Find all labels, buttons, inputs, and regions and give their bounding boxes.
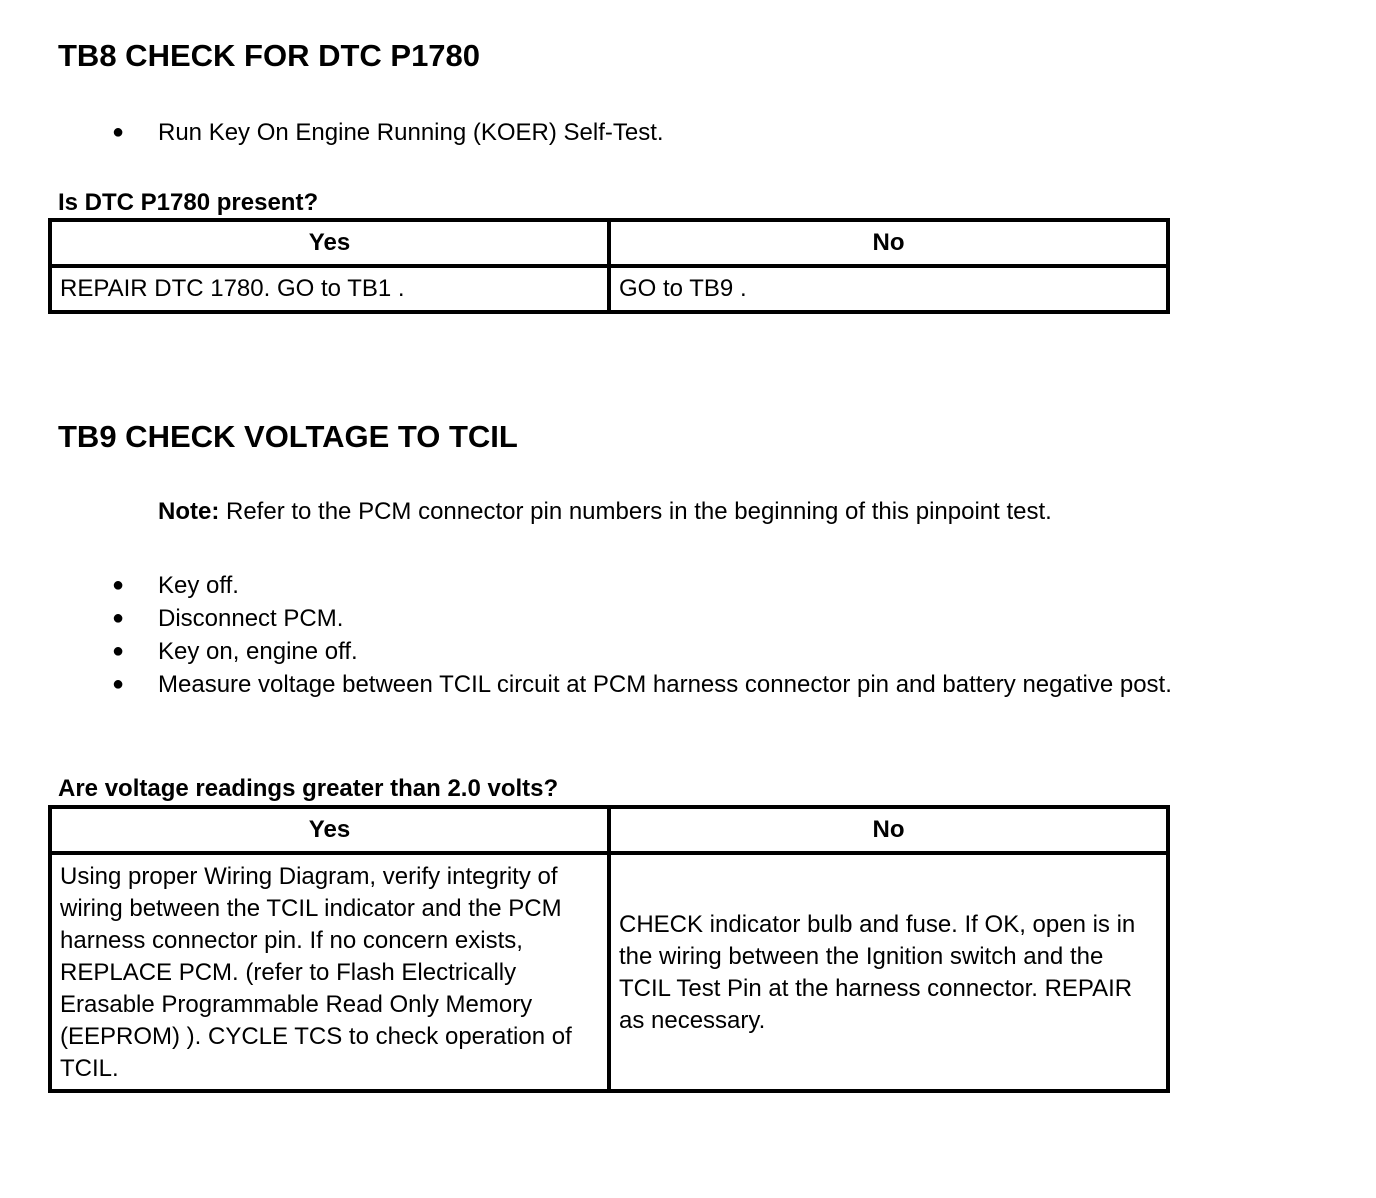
yes-action-cell: Using proper Wiring Diagram, verify integrity of wiring between the TCIL indicator and the PCM harness connector pin. If no concern exists, REPLACE PCM. (refer to Flash Electrically Erasable Programmable Read Only Memory (EEPROM) ). CYCLE TCS to check operation of TCIL. (50, 853, 609, 1091)
tb9-result-table (48, 805, 1170, 1093)
table-header-row (50, 220, 1168, 266)
tb8-result-table (48, 218, 1170, 314)
list-item (0, 602, 1198, 635)
table-row (50, 853, 1168, 1091)
yes-action-cell: REPAIR DTC 1780. GO to TB1 . (50, 266, 609, 312)
tb8-question: Is DTC P1780 present? (58, 189, 319, 216)
list-item (0, 668, 1198, 701)
list-item (0, 116, 1198, 149)
note-label: Note: (158, 498, 220, 525)
list-item (0, 569, 1198, 602)
yes-column-header: Yes (50, 220, 609, 266)
bullet-icon: ● (112, 607, 125, 629)
note-text: Refer to the PCM connector pin numbers in the beginning of this pinpoint test. (219, 498, 1052, 525)
yes-column-header: Yes (50, 807, 609, 853)
no-action-cell: CHECK indicator bulb and fuse. If OK, open is in the wiring between the Ignition switch and the TCIL Test Pin at the harness connector. REPAIR as necessary. (609, 853, 1168, 1091)
no-column-header: No (609, 220, 1168, 266)
bullet-icon: ● (112, 673, 125, 695)
table-header-row (50, 807, 1168, 853)
step-text: Run Key On Engine Running (KOER) Self-Test. (158, 119, 664, 146)
bullet-icon: ● (112, 574, 125, 596)
step-text: Measure voltage between TCIL circuit at PCM harness connector pin and battery negative post. (158, 671, 1172, 698)
bullet-icon: ● (112, 640, 125, 662)
no-action-cell: GO to TB9 . (609, 266, 1168, 312)
step-text: Disconnect PCM. (158, 605, 344, 632)
tb9-steps-list (0, 569, 1198, 701)
tb8-heading: TB8 CHECK FOR DTC P1780 (58, 38, 481, 73)
tb9-question: Are voltage readings greater than 2.0 volts? (58, 775, 559, 802)
no-column-header: No (609, 807, 1168, 853)
step-text: Key off. (158, 572, 239, 599)
table-row (50, 266, 1168, 312)
step-text: Key on, engine off. (158, 638, 358, 665)
list-item (0, 635, 1198, 668)
tb9-heading: TB9 CHECK VOLTAGE TO TCIL (58, 419, 518, 454)
tb9-note (158, 497, 1052, 527)
tb8-steps-list (0, 116, 1198, 149)
bullet-icon: ● (112, 121, 125, 143)
